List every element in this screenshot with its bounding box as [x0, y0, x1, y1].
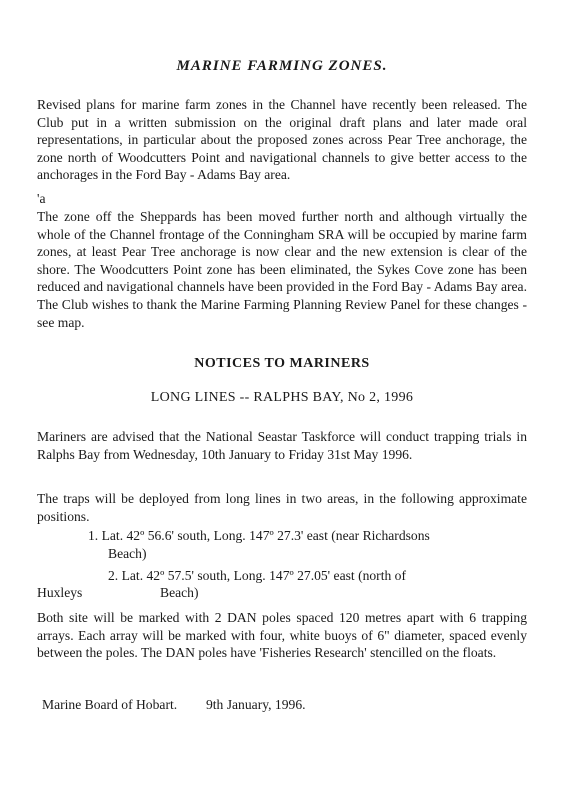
position-2-line-1: 2. Lat. 42º 57.5' south, Long. 147º 27.05' east (north of [108, 568, 407, 583]
position-1-line-1: 1. Lat. 42º 56.6' south, Long. 147º 27.3' east (near Richardsons [88, 528, 430, 543]
position-2-line-2b: Beach) [160, 585, 199, 600]
notices-paragraph-1: Mariners are advised that the National Seastar Taskforce will conduct trapping trials in Ralphs Bay from Wednesday, 10th January to Friday 31st May 1996. [37, 429, 527, 462]
position-2-line-2a: Huxleys [37, 585, 83, 600]
signoff-date: 9th January, 1996. [205, 697, 306, 712]
notices-title: NOTICES TO MARINERS [194, 356, 370, 371]
article-paragraph-2: The zone off the Sheppards has been moved further north and although virtually the whole of the Channel frontage of the Conningham SRA will be occupied by marine farm zones, at least Pear Tree anchorage is now clear and the new extension is clear of the shore. The Woodcutters Point zone has been eliminated, the Sykes Cove zone has been reduced and navigational channels have been provided in the Ford Bay - Adams Bay area. The Club wishes to thank the Marine Farming Planning Review Panel for these changes - see map. [37, 209, 527, 330]
signoff-org: Marine Board of Hobart. [42, 697, 178, 712]
notices-paragraph-2: The traps will be deployed from long lines in two areas, in the following approximate positions. [37, 491, 527, 524]
article-title: MARINE FARMING ZONES. [176, 58, 388, 74]
article-paragraph-1: Revised plans for marine farm zones in the Channel have recently been released. The Club put in a written submission on the original draft plans and later made oral representations, in particular about the proposed zones across Pear Tree anchorage, the zone north of Woodcutters Point and navigational channels to give better access to the anchorages in the Ford Bay - Adams Bay area. [37, 97, 527, 183]
signoff [42, 697, 306, 713]
notices-paragraph-3: Both site will be marked with 2 DAN poles spaced 120 metres apart with 6 trapping arrays. Each array will be marked with four, white buoys of 6" diameter, spaced evenly between the poles. The DAN poles have 'Fisheries Research' stencilled on the floats. [37, 610, 527, 661]
notices-subtitle: LONG LINES -- RALPHS BAY, No 2, 1996 [150, 390, 414, 405]
position-1-line-2: Beach) [108, 546, 147, 561]
stray-mark: 'a [37, 191, 46, 206]
